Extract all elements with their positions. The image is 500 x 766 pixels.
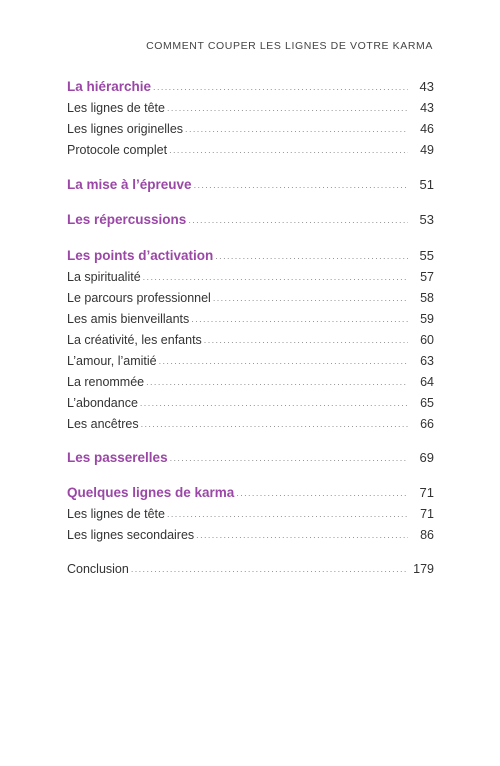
toc-section-row[interactable]	[67, 248, 434, 263]
toc-entry-title: La créativité, les enfants	[67, 333, 202, 347]
toc-entry-title: Les ancêtres	[67, 417, 139, 431]
dot-leader	[236, 488, 408, 498]
dot-leader	[196, 530, 408, 540]
toc-entry-title: Protocole complet	[67, 143, 168, 157]
toc-entry-row[interactable]	[67, 101, 434, 115]
toc-entry-row[interactable]	[67, 528, 434, 542]
dot-leader	[170, 453, 408, 463]
toc-entry-row[interactable]	[67, 375, 434, 389]
dot-leader	[146, 377, 408, 387]
toc-section-row[interactable]	[67, 177, 434, 192]
toc-section-row[interactable]	[67, 485, 434, 500]
toc-section-title: Les passerelles	[67, 450, 168, 465]
dot-leader	[131, 564, 407, 574]
toc-entry-title: L’amour, l’amitié	[67, 354, 157, 368]
toc-page-number: 86	[420, 528, 434, 542]
toc-section-row[interactable]	[67, 212, 434, 227]
dot-leader	[169, 145, 408, 155]
dot-leader	[140, 398, 408, 408]
toc-page-number: 59	[420, 312, 434, 326]
toc-entry-title: Les lignes secondaires	[67, 528, 195, 542]
toc-section-title: Les points d’activation	[67, 248, 214, 263]
dot-leader	[143, 272, 408, 282]
dot-leader	[191, 314, 408, 324]
toc-entry-title: L’abondance	[67, 396, 138, 410]
dot-leader	[167, 103, 408, 113]
toc-entry-row[interactable]	[67, 291, 434, 305]
toc-entry-title: La renommée	[67, 375, 145, 389]
toc-entry-title: La spiritualité	[67, 270, 141, 284]
dot-leader	[204, 335, 408, 345]
dot-leader	[167, 509, 408, 519]
toc-section-title: La mise à l’épreuve	[67, 177, 192, 192]
toc-entry-row[interactable]	[67, 122, 434, 136]
dot-leader	[153, 82, 408, 92]
toc-entry-title: Les lignes originelles	[67, 122, 184, 136]
dot-leader	[215, 251, 408, 261]
toc-page-number: 66	[420, 417, 434, 431]
dot-leader	[194, 180, 408, 190]
toc-page-number: 57	[420, 270, 434, 284]
toc-page-number: 71	[419, 485, 434, 500]
toc-page-number: 179	[413, 562, 434, 576]
toc-page-number: 43	[419, 79, 434, 94]
running-header: COMMENT COUPER LES LIGNES DE VOTRE KARMA	[146, 40, 433, 52]
dot-leader	[188, 215, 408, 225]
toc-page-number: 64	[420, 375, 434, 389]
toc-section-row[interactable]	[67, 79, 434, 94]
toc-entry-row[interactable]	[67, 417, 434, 431]
toc-section-title: Les répercussions	[67, 212, 187, 227]
toc-page-number: 46	[420, 122, 434, 136]
toc-entry-row[interactable]	[67, 333, 434, 347]
toc-page-number: 58	[420, 291, 434, 305]
toc-page-number: 69	[419, 450, 434, 465]
toc-section-title: Quelques lignes de karma	[67, 485, 235, 500]
toc-page-number: 49	[420, 143, 434, 157]
toc-page-number: 51	[419, 177, 434, 192]
toc-entry-row[interactable]	[67, 143, 434, 157]
toc-page-number: 53	[419, 212, 434, 227]
toc-page-number: 63	[420, 354, 434, 368]
dot-leader	[185, 124, 408, 134]
dot-leader	[213, 293, 408, 303]
toc-page-number: 43	[420, 101, 434, 115]
toc-entry-title: Les lignes de tête	[67, 507, 165, 521]
toc-page-number: 65	[420, 396, 434, 410]
toc-page-number: 60	[420, 333, 434, 347]
toc-entry-row[interactable]	[67, 354, 434, 368]
toc-section-row[interactable]	[67, 450, 434, 465]
toc-section-title: La hiérarchie	[67, 79, 152, 94]
toc-entry-title: Le parcours professionnel	[67, 291, 211, 305]
toc-entry-row[interactable]	[67, 562, 434, 576]
dot-leader	[141, 419, 408, 429]
toc-page-number: 71	[420, 507, 434, 521]
toc-entry-row[interactable]	[67, 270, 434, 284]
toc-entry-row[interactable]	[67, 507, 434, 521]
toc-page-number: 55	[419, 248, 434, 263]
toc-entry-title: Les amis bienveillants	[67, 312, 190, 326]
toc-entry-row[interactable]	[67, 312, 434, 326]
toc-entry-title: Les lignes de tête	[67, 101, 165, 115]
toc-entry-row[interactable]	[67, 396, 434, 410]
dot-leader	[159, 356, 408, 366]
toc-entry-title: Conclusion	[67, 562, 129, 576]
